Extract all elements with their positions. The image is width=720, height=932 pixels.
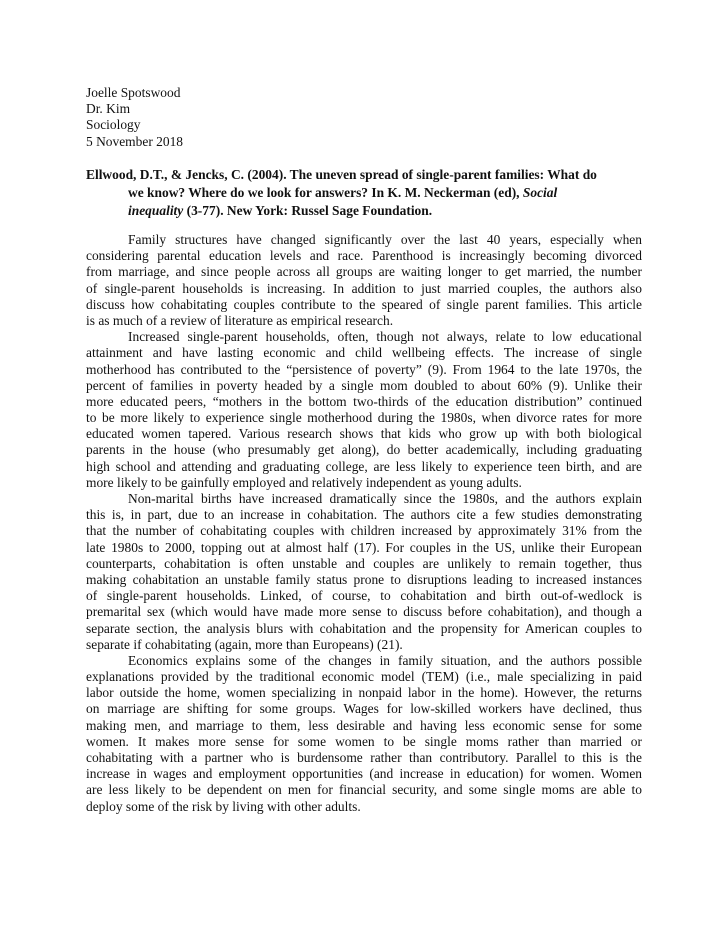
paragraph-line: Family structures have changed significantly over the last 40 years, especially when (128, 232, 642, 247)
paragraph-line: labor outside the home, women specializing in nonpaid labor in the home). However, the returns (86, 685, 642, 701)
paragraph-line: late 1980s to 2000, topping out at almost half (17). For couples in the US, unlike their European (86, 539, 642, 555)
paragraph-line: of single-parent households is increasing. In addition to just married couples, the authors also (86, 280, 642, 296)
citation-book-title: inequality (128, 203, 184, 218)
paragraph-line: of single-parent households. Linked, of course, to cohabitation and birth out-of-wedlock is (86, 588, 642, 604)
paragraph-line: separate section, the analysis blurs with cohabitation and the propensity for American couples to (86, 620, 642, 636)
paragraph (86, 232, 642, 329)
paragraph-line: are less likely to be dependent on men for financial security, and some single moms are able to (86, 782, 642, 798)
paragraph-line: on marriage are shifting for some groups. Wages for low-skilled workers have declined, thus (86, 701, 642, 717)
course-name: Sociology (86, 117, 141, 133)
paragraph-line: this is, in part, due to an increase in cohabitation. The authors cite a few studies demonstrating (86, 507, 642, 523)
paragraph-line: considering parental education levels and race. Parenthood is increasingly becoming divorced (86, 248, 642, 264)
submission-date: 5 November 2018 (86, 133, 184, 149)
paragraph-line: parents in the house (who presumably get along), do better academically, including graduating (86, 442, 642, 458)
paragraph-line: counterparts, cohabitation is often unstable and couples are unlikely to remain together, thus (86, 555, 642, 571)
paragraph-line: percent of families in poverty headed by a single mom doubled to about 60% (9). Unlike their (86, 377, 642, 393)
paragraph-line: high school and attending and graduating college, are less likely to experience teen birth, and are (86, 458, 642, 474)
citation-text: (3-77). New York: Russel Sage Foundation. (183, 203, 433, 218)
paragraph-line: Non-marital births have increased dramatically since the 1980s, and the authors explain (128, 491, 642, 506)
citation-line (86, 202, 642, 220)
paragraph-line: increase in wages and employment opportunities (and increase in education) for women. Women (86, 766, 642, 782)
paragraph (86, 653, 642, 815)
paragraph-line: discuss how cohabitating couples contribute to the speared of single parent families. This article (86, 296, 642, 312)
paragraph-line: attainment and have lasting economic and child wellbeing effects. The increase of single (86, 345, 642, 361)
student-header (86, 85, 183, 150)
paragraph-line: from marriage, and since people across all groups are waiting longer to get married, the number (86, 264, 642, 280)
paragraph-line: making men, and marriage to them, less desirable and having less economic sense for some (86, 717, 642, 733)
paragraph-line: premarital sex (which would have made more sense to discuss before cohabitation), and though a (86, 604, 642, 620)
citation-line (86, 184, 642, 202)
paragraph-line: explanations provided by the traditional economic model (TEM) (i.e., male specializing in paid (86, 669, 642, 685)
paragraph-line: educated women tapered. Various research shows that kids who grow up with both biological (86, 426, 642, 442)
paragraph-line: women. It makes more sense for some women to be single moms rather than married or (86, 733, 642, 749)
paragraph-line: is as much of a review of literature as empirical research. (86, 312, 394, 328)
summary-body (86, 232, 642, 815)
paragraph-line: more educated peers, “mothers in the bottom two-thirds of the education distribution” continued (86, 393, 642, 409)
paragraph-line: separate if cohabitating (again, more than Europeans) (21). (86, 636, 403, 652)
reference-citation (86, 166, 642, 220)
citation-line: Ellwood, D.T., & Jencks, C. (2004). The uneven spread of single-parent families: What do (86, 167, 597, 182)
paragraph-line: to be more likely to experience single motherhood during the 1980s, when divorce rates for more (86, 410, 642, 426)
paragraph-line: that the number of cohabitating couples with children increased by approximately 31% from the (86, 523, 642, 539)
paragraph-line: motherhood has contributed to the “persistence of poverty” (9). From 1964 to the late 1970s, the (86, 361, 642, 377)
paragraph-line: deploy some of the risk by living with other adults. (86, 798, 361, 814)
paragraph-line: more likely to be gainfully employed and relatively independent as young adults. (86, 474, 522, 490)
citation-text: we know? Where do we look for answers? In K. M. Neckerman (ed), (128, 185, 523, 200)
paragraph-line: Increased single-parent households, often, though not always, relate to low educational (128, 329, 642, 345)
paragraph (86, 491, 642, 653)
paragraph (86, 329, 642, 491)
paragraph-line: making cohabitation an unstable family status prone to disruptions leading to increased instances (86, 571, 642, 587)
student-name: Joelle Spotswood (86, 85, 181, 100)
paragraph-line: Economics explains some of the changes in family situation, and the authors possible (128, 652, 642, 668)
paragraph-line: cohabitating with a partner who is burdensome rather than contributory. Parallel to this is the (86, 750, 642, 765)
instructor-name: Dr. Kim (86, 101, 131, 117)
citation-book-title: Social (522, 185, 558, 200)
